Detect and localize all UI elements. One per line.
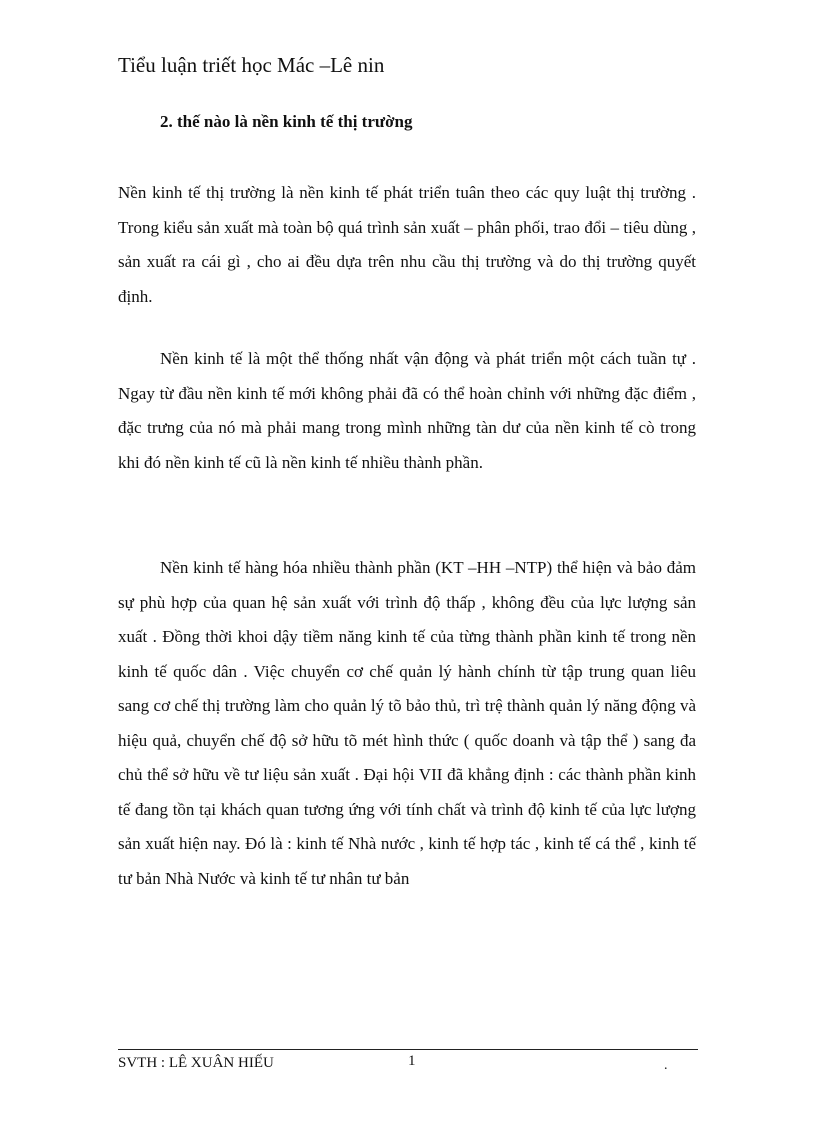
- footer-page-number: 1: [408, 1053, 416, 1069]
- footer-trailing-mark: .: [664, 1058, 668, 1073]
- document-header-title: Tiểu luận triết học Mác –Lê nin: [118, 53, 385, 77]
- paragraph-market-economy-definition: Nền kinh tế thị trường là nền kinh tế phát triển tuân theo các quy luật thị trường . Trong kiểu sản xuất mà toàn bộ quá trình sản xuất – phân phối, trao đổi – tiêu dùng , sản xuất ra cái gì , cho ai đều dựa trên nhu cầu thị trường và do thị trường quyết định.: [118, 183, 696, 306]
- paragraph-multi-sector-economy: Nền kinh tế hàng hóa nhiều thành phần (KT –HH –NTP) thể hiện và bảo đảm sự phù hợp của quan hệ sản xuất với trình độ thấp , không đều của lực lượng sản xuất . Đồng thời khoi dậy tiềm năng kinh tế của từng thành phần kinh tế trong nền kinh tế quốc dân . Việc chuyển cơ chế quản lý hành chính từ tập trung quan liêu sang cơ chế thị trường làm cho quản lý tõ bảo thủ, trì trệ thành quản lý năng động và hiệu quả, chuyển chế độ sở hữu tõ mét hình thức ( quốc doanh và tập thể ) sang đa chủ thể sở hữu về tư liệu sản xuất . Đại hội VII đã khẳng định : các thành phần kinh tế đang tồn tại khách quan tương ứng với tính chất và trình độ kinh tế của lực lượng sản xuất hiện nay. Đó là : kinh tế Nhà nước , kinh tế hợp tác , kinh tế cá thể , kinh tế tư bản Nhà Nước và kinh tế tư nhân tư bản: [118, 558, 696, 888]
- footer-divider: [118, 1049, 698, 1050]
- paragraph-economic-development: Nền kinh tế là một thể thống nhất vận động và phát triển một cách tuần tự . Ngay từ đầu nền kinh tế mới không phải đã có thể hoàn chỉnh với những đặc điểm , đặc trưng của nó mà phải mang trong mình những tàn dư của nền kinh tế cò trong khi đó nền kinh tế cũ là nền kinh tế nhiều thành phần.: [118, 349, 696, 472]
- footer-author: SVTH : LÊ XUÂN HIẾU: [118, 1055, 274, 1071]
- section-heading: 2. thế nào là nền kinh tế thị trường: [160, 112, 413, 131]
